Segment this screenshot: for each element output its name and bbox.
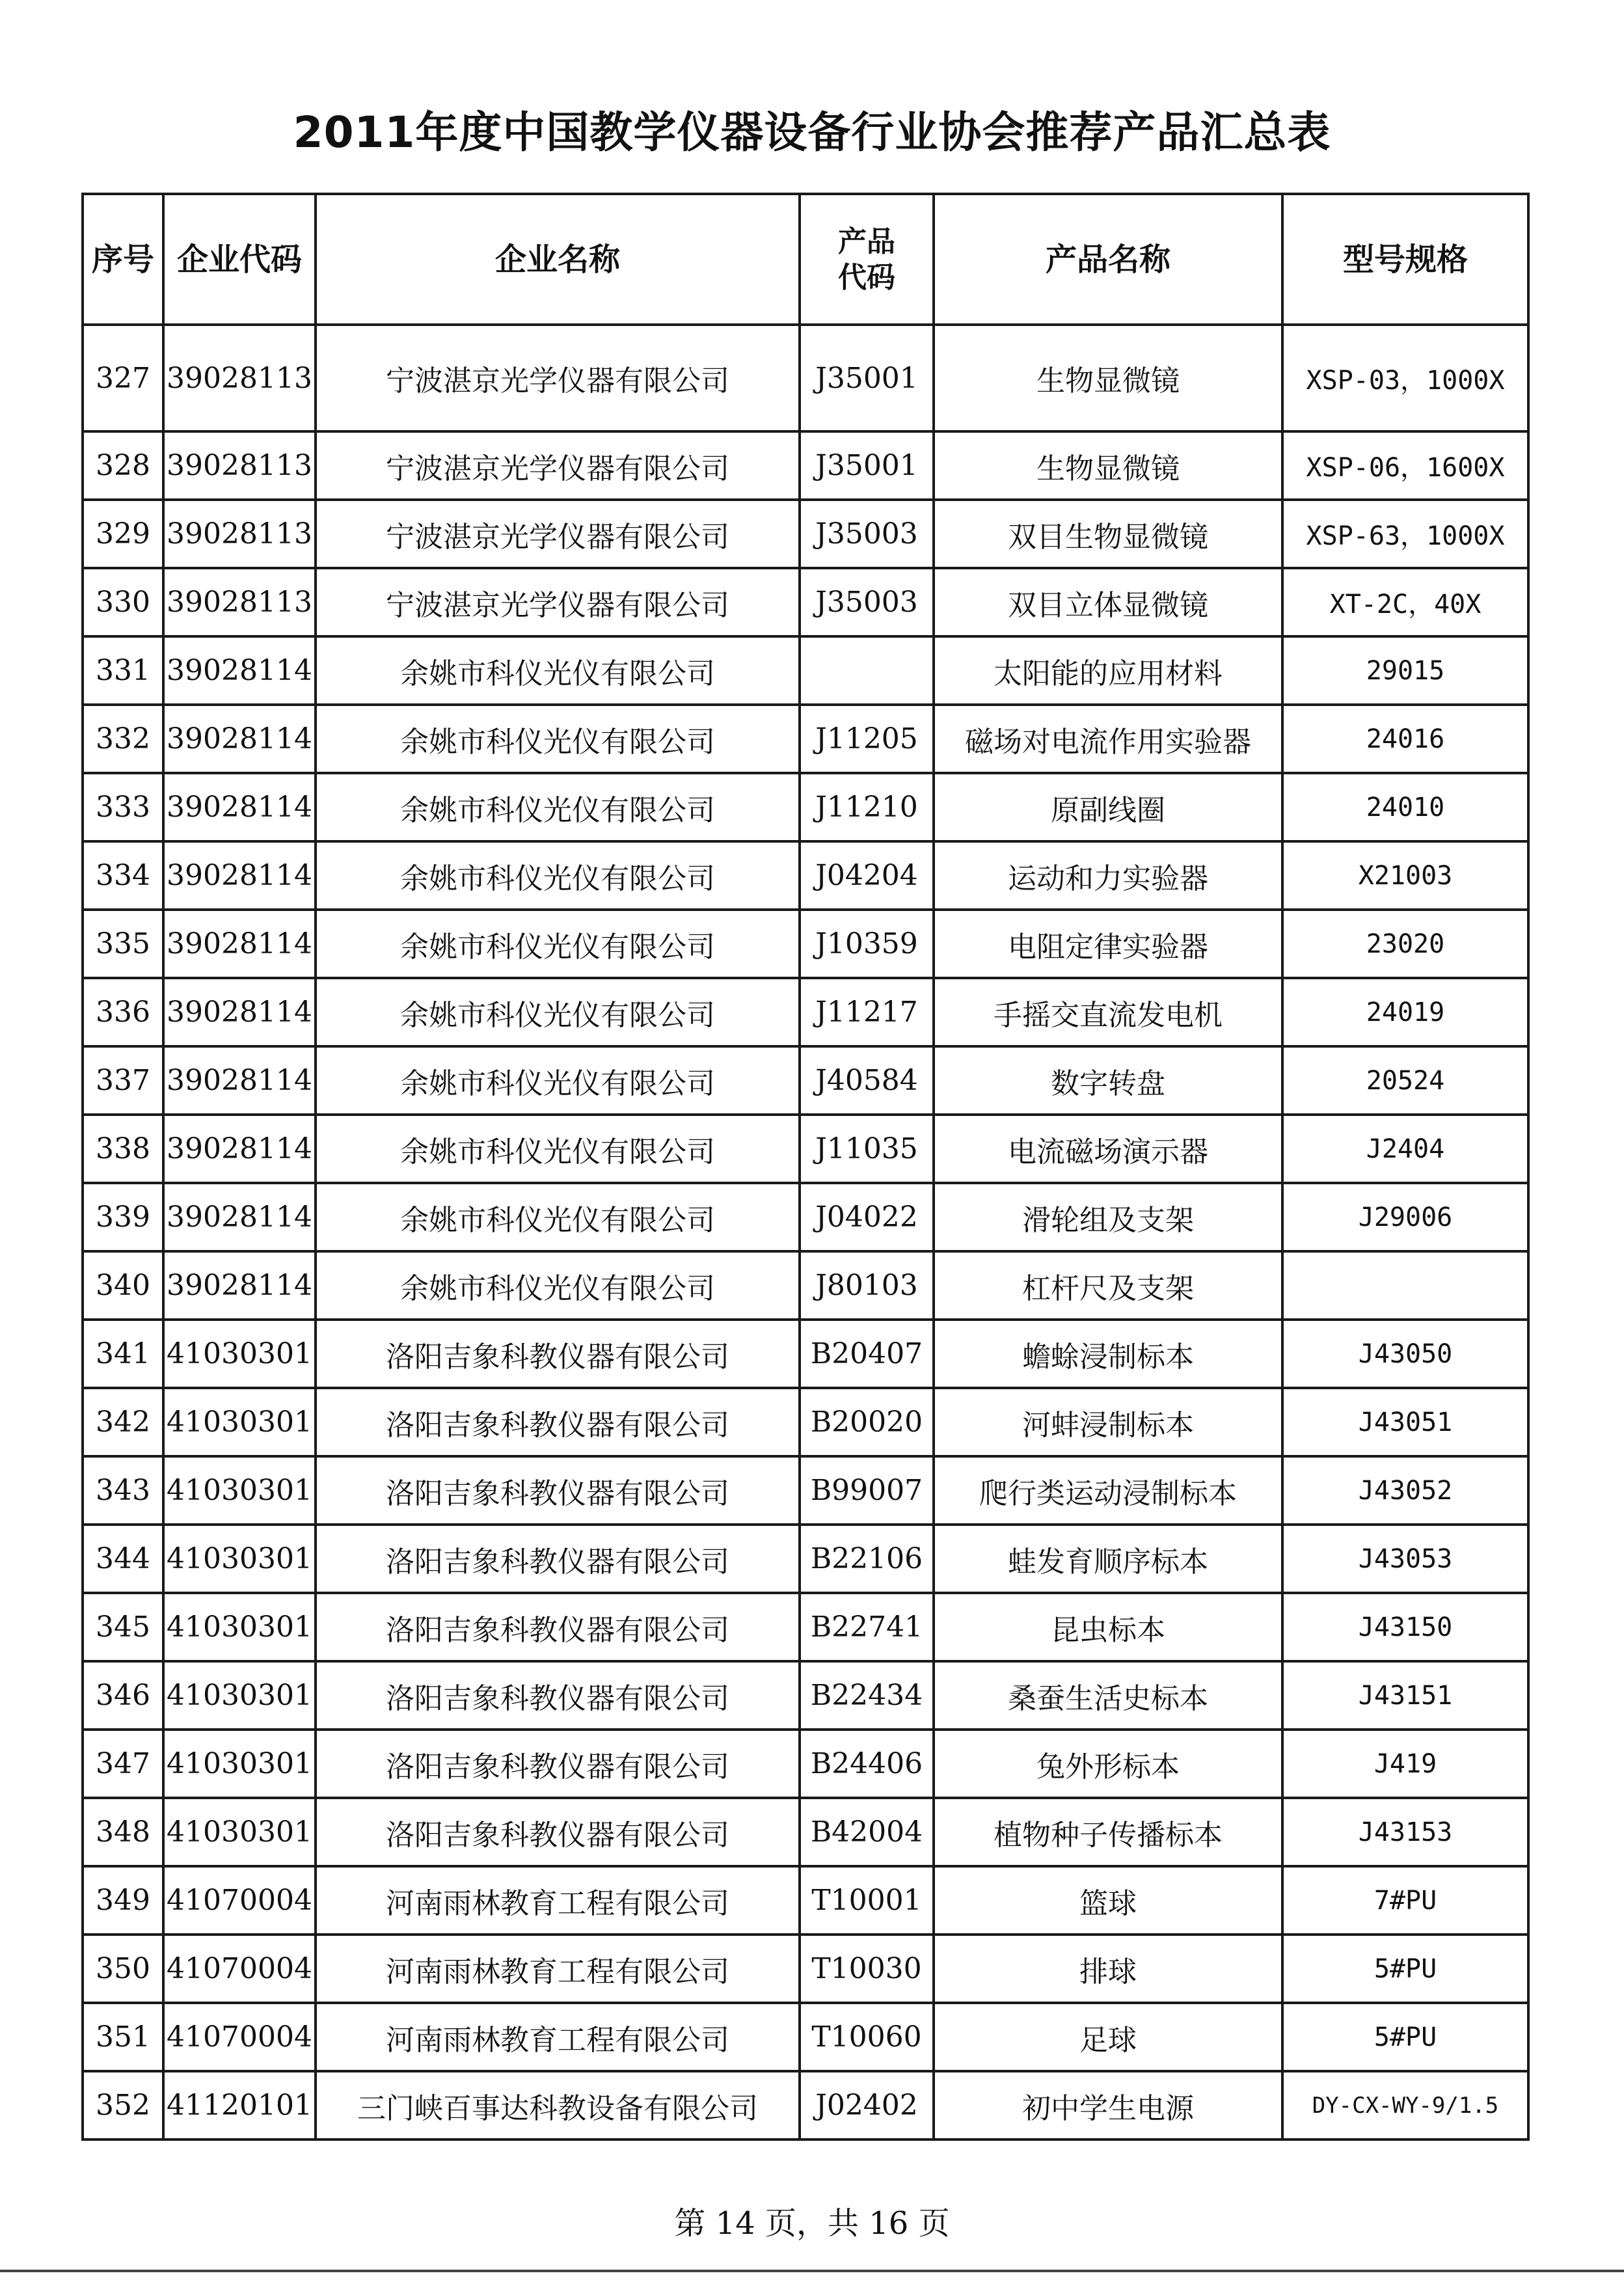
table-row [83,1593,1528,1661]
cell-serial-number: 346 [83,1661,163,1730]
cell-product-code: J11035 [800,1115,934,1183]
cell-company-code: 39028113 [163,500,316,568]
cell-model-spec: 24010 [1282,773,1528,841]
cell-company-name: 宁波湛京光学仪器有限公司 [316,500,800,568]
cell-company-name: 洛阳吉象科教仪器有限公司 [316,1730,800,1798]
cell-product-code: J11205 [800,705,934,773]
cell-serial-number: 334 [83,841,163,910]
cell-company-name: 余姚市科仪光仪有限公司 [316,705,800,773]
cell-product-name: 桑蚕生活史标本 [934,1661,1282,1730]
cell-model-spec: J29006 [1282,1183,1528,1251]
cell-product-name: 篮球 [934,1866,1282,1935]
cell-product-name: 双目立体显微镜 [934,568,1282,636]
cell-company-name: 洛阳吉象科教仪器有限公司 [316,1525,800,1593]
header-company-code: 企业代码 [163,194,316,325]
cell-company-code: 41030301 [163,1593,316,1661]
cell-company-code: 41030301 [163,1730,316,1798]
table-row [83,1525,1528,1593]
cell-model-spec: XSP-63，1000X [1282,500,1528,568]
cell-product-name: 排球 [934,1935,1282,2003]
table-row [83,1388,1528,1456]
cell-company-name: 宁波湛京光学仪器有限公司 [316,325,800,431]
cell-product-code: B22106 [800,1525,934,1593]
cell-product-code: T10001 [800,1866,934,1935]
table-row [83,773,1528,841]
cell-serial-number: 338 [83,1115,163,1183]
cell-company-name: 洛阳吉象科教仪器有限公司 [316,1388,800,1456]
cell-product-code: T10060 [800,2003,934,2071]
cell-company-code: 39028113 [163,325,316,431]
page-title: 2011年度中国教学仪器设备行业协会推荐产品汇总表 [293,107,1331,157]
cell-company-name: 洛阳吉象科教仪器有限公司 [316,1593,800,1661]
cell-serial-number: 350 [83,1935,163,2003]
cell-product-code: J11210 [800,773,934,841]
cell-model-spec: J43052 [1282,1456,1528,1525]
cell-model-spec: 24016 [1282,705,1528,773]
table-row [83,1866,1528,1935]
cell-product-name: 初中学生电源 [934,2071,1282,2139]
cell-model-spec: XSP-06，1600X [1282,431,1528,500]
cell-serial-number: 340 [83,1251,163,1320]
table-row [83,1456,1528,1525]
cell-serial-number: 336 [83,978,163,1046]
cell-product-name: 电流磁场演示器 [934,1115,1282,1183]
product-table [81,193,1530,2141]
cell-model-spec: J2404 [1282,1115,1528,1183]
cell-serial-number: 352 [83,2071,163,2139]
cell-company-code: 41030301 [163,1661,316,1730]
cell-company-code: 41070004 [163,2003,316,2071]
cell-model-spec [1282,1251,1528,1320]
cell-product-name: 植物种子传播标本 [934,1798,1282,1866]
page-footer: 第 14 页，共 16 页 [674,2205,950,2242]
cell-product-name: 河蚌浸制标本 [934,1388,1282,1456]
cell-serial-number: 332 [83,705,163,773]
cell-serial-number: 330 [83,568,163,636]
cell-product-code: B22741 [800,1593,934,1661]
cell-product-name: 兔外形标本 [934,1730,1282,1798]
cell-product-name: 蟾蜍浸制标本 [934,1320,1282,1388]
cell-product-code: J04204 [800,841,934,910]
cell-company-name: 余姚市科仪光仪有限公司 [316,910,800,978]
cell-serial-number: 343 [83,1456,163,1525]
cell-serial-number: 344 [83,1525,163,1593]
cell-serial-number: 345 [83,1593,163,1661]
cell-serial-number: 347 [83,1730,163,1798]
cell-model-spec: 20524 [1282,1046,1528,1115]
table-row [83,2071,1528,2139]
cell-company-code: 39028114 [163,705,316,773]
cell-company-name: 洛阳吉象科教仪器有限公司 [316,1798,800,1866]
cell-company-code: 39028114 [163,841,316,910]
cell-product-code: J80103 [800,1251,934,1320]
cell-company-name: 河南雨林教育工程有限公司 [316,1866,800,1935]
cell-product-code: B20020 [800,1388,934,1456]
cell-company-name: 余姚市科仪光仪有限公司 [316,1115,800,1183]
cell-model-spec: J419 [1282,1730,1528,1798]
cell-company-code: 39028114 [163,1046,316,1115]
cell-product-name: 电阻定律实验器 [934,910,1282,978]
table-row [83,978,1528,1046]
cell-serial-number: 342 [83,1388,163,1456]
cell-model-spec: 7#PU [1282,1866,1528,1935]
cell-product-code: J02402 [800,2071,934,2139]
cell-serial-number: 349 [83,1866,163,1935]
cell-product-code: B99007 [800,1456,934,1525]
cell-product-name: 运动和力实验器 [934,841,1282,910]
cell-model-spec: J43151 [1282,1661,1528,1730]
cell-company-code: 39028114 [163,1251,316,1320]
cell-product-name: 手摇交直流发电机 [934,978,1282,1046]
cell-product-code: T10030 [800,1935,934,2003]
cell-company-name: 余姚市科仪光仪有限公司 [316,1046,800,1115]
cell-product-code: B22434 [800,1661,934,1730]
cell-product-name: 太阳能的应用材料 [934,636,1282,705]
cell-company-name: 宁波湛京光学仪器有限公司 [316,431,800,500]
cell-model-spec: J43051 [1282,1388,1528,1456]
table-row [83,1115,1528,1183]
cell-product-code: J11217 [800,978,934,1046]
cell-product-name: 原副线圈 [934,773,1282,841]
cell-company-code: 39028114 [163,1183,316,1251]
table-row [83,1183,1528,1251]
table-row [83,1935,1528,2003]
cell-model-spec: J43053 [1282,1525,1528,1593]
cell-model-spec: X21003 [1282,841,1528,910]
cell-product-name: 生物显微镜 [934,325,1282,431]
cell-company-name: 洛阳吉象科教仪器有限公司 [316,1661,800,1730]
cell-product-code: J35003 [800,500,934,568]
cell-model-spec: 29015 [1282,636,1528,705]
table-row [83,568,1528,636]
cell-company-code: 41070004 [163,1935,316,2003]
cell-company-name: 洛阳吉象科教仪器有限公司 [316,1456,800,1525]
table-row [83,1046,1528,1115]
cell-model-spec: J43150 [1282,1593,1528,1661]
cell-model-spec: 5#PU [1282,2003,1528,2071]
cell-model-spec: J43153 [1282,1798,1528,1866]
cell-company-code: 39028114 [163,773,316,841]
cell-company-code: 41030301 [163,1456,316,1525]
cell-company-code: 39028114 [163,1115,316,1183]
cell-model-spec: 24019 [1282,978,1528,1046]
cell-product-code: J04022 [800,1183,934,1251]
cell-product-name: 数字转盘 [934,1046,1282,1115]
table-row [83,325,1528,431]
cell-product-name: 昆虫标本 [934,1593,1282,1661]
header-company-name: 企业名称 [316,194,800,325]
cell-company-name: 河南雨林教育工程有限公司 [316,1935,800,2003]
cell-product-name: 双目生物显微镜 [934,500,1282,568]
cell-serial-number: 341 [83,1320,163,1388]
table-row [83,636,1528,705]
cell-product-code: J40584 [800,1046,934,1115]
cell-company-code: 41030301 [163,1320,316,1388]
cell-company-code: 41030301 [163,1388,316,1456]
cell-company-code: 39028113 [163,568,316,636]
table-row [83,1730,1528,1798]
cell-serial-number: 348 [83,1798,163,1866]
cell-product-name: 磁场对电流作用实验器 [934,705,1282,773]
cell-serial-number: 328 [83,431,163,500]
cell-company-code: 39028114 [163,978,316,1046]
table-header-row [83,194,1528,325]
cell-company-name: 河南雨林教育工程有限公司 [316,2003,800,2071]
cell-company-code: 39028114 [163,636,316,705]
cell-serial-number: 329 [83,500,163,568]
cell-company-name: 洛阳吉象科教仪器有限公司 [316,1320,800,1388]
cell-product-code: J35003 [800,568,934,636]
cell-serial-number: 335 [83,910,163,978]
cell-product-code [800,636,934,705]
header-model-spec: 型号规格 [1282,194,1528,325]
cell-company-code: 39028114 [163,910,316,978]
cell-company-name: 三门峡百事达科教设备有限公司 [316,2071,800,2139]
cell-serial-number: 333 [83,773,163,841]
cell-model-spec: XT-2C，40X [1282,568,1528,636]
table-row [83,705,1528,773]
cell-product-name: 滑轮组及支架 [934,1183,1282,1251]
header-serial-number: 序号 [83,194,163,325]
cell-company-name: 宁波湛京光学仪器有限公司 [316,568,800,636]
table-row [83,841,1528,910]
cell-company-name: 余姚市科仪光仪有限公司 [316,636,800,705]
cell-company-code: 39028113 [163,431,316,500]
cell-serial-number: 327 [83,325,163,431]
cell-company-code: 41120101 [163,2071,316,2139]
cell-company-name: 余姚市科仪光仪有限公司 [316,978,800,1046]
table-row [83,1798,1528,1866]
cell-product-code: J35001 [800,325,934,431]
cell-model-spec: DY-CX-WY-9/1.5 [1282,2071,1528,2139]
cell-product-name: 爬行类运动浸制标本 [934,1456,1282,1525]
cell-company-code: 41030301 [163,1798,316,1866]
cell-serial-number: 331 [83,636,163,705]
table-row [83,1251,1528,1320]
table-row [83,2003,1528,2071]
cell-serial-number: 339 [83,1183,163,1251]
cell-product-name: 生物显微镜 [934,431,1282,500]
cell-product-name: 蛙发育顺序标本 [934,1525,1282,1593]
cell-product-name: 足球 [934,2003,1282,2071]
header-product-code: 产品 代码 [800,194,934,325]
cell-product-code: J35001 [800,431,934,500]
table-row [83,1320,1528,1388]
cell-model-spec: J43050 [1282,1320,1528,1388]
cell-serial-number: 337 [83,1046,163,1115]
cell-product-code: B24406 [800,1730,934,1798]
table-row [83,431,1528,500]
cell-company-code: 41030301 [163,1525,316,1593]
cell-company-name: 余姚市科仪光仪有限公司 [316,1183,800,1251]
table-row [83,1661,1528,1730]
cell-model-spec: 23020 [1282,910,1528,978]
cell-model-spec: 5#PU [1282,1935,1528,2003]
cell-product-code: B42004 [800,1798,934,1866]
cell-company-name: 余姚市科仪光仪有限公司 [316,841,800,910]
cell-product-code: B20407 [800,1320,934,1388]
cell-serial-number: 351 [83,2003,163,2071]
bottom-rule [0,2270,1624,2272]
header-product-name: 产品名称 [934,194,1282,325]
cell-product-name: 杠杆尺及支架 [934,1251,1282,1320]
cell-company-name: 余姚市科仪光仪有限公司 [316,1251,800,1320]
cell-product-code: J10359 [800,910,934,978]
cell-model-spec: XSP-03，1000X [1282,325,1528,431]
table-row [83,500,1528,568]
table-row [83,910,1528,978]
cell-company-name: 余姚市科仪光仪有限公司 [316,773,800,841]
cell-company-code: 41070004 [163,1866,316,1935]
